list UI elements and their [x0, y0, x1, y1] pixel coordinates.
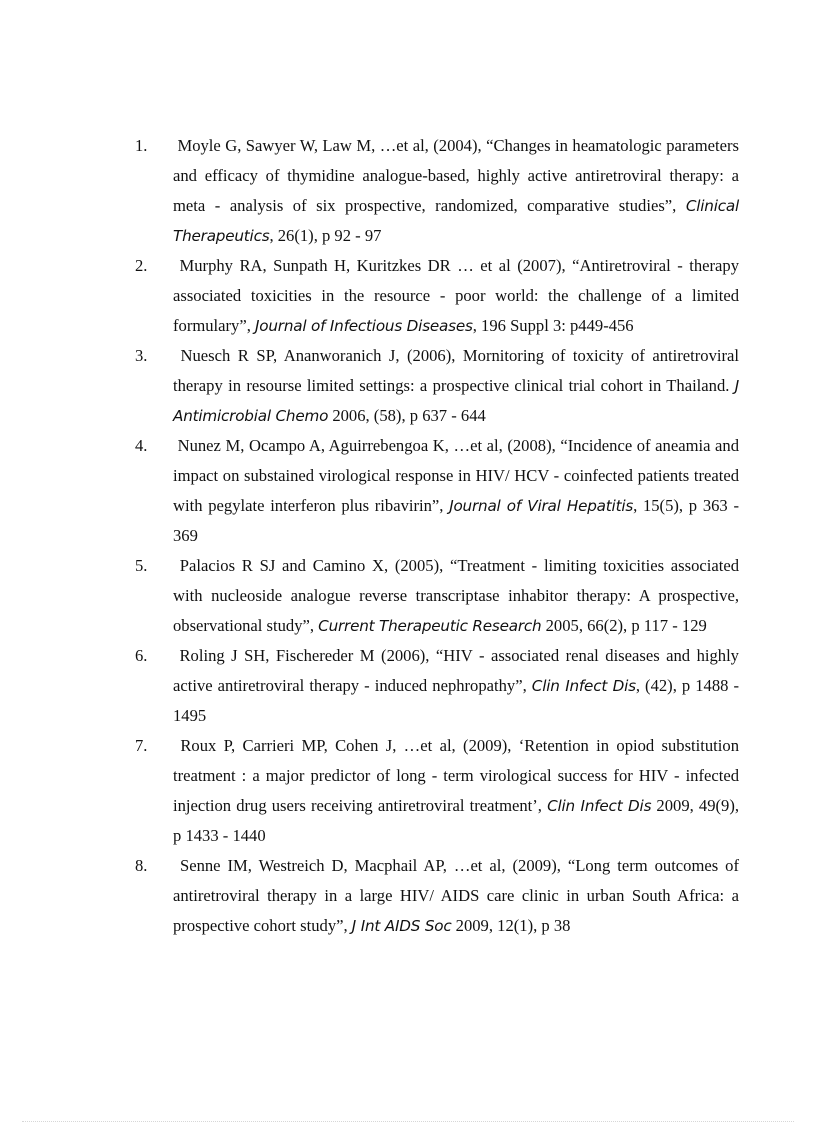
reference-list — [133, 131, 739, 941]
reference-citation: 2005, 66(2), p 117 - 129 — [541, 616, 707, 635]
reference-item — [133, 551, 739, 641]
journal-title: Journal of Infectious Diseases — [255, 317, 473, 335]
reference-item — [133, 851, 739, 941]
journal-title: Clin Infect Dis — [531, 677, 636, 695]
reference-number: 4. — [135, 436, 148, 455]
journal-title: J Antimicrobial Chemo — [173, 377, 739, 425]
reference-citation: , 15(5), p 363 - 369 — [173, 496, 740, 545]
reference-text — [173, 556, 739, 635]
reference-body: Moyle G, Sawyer W, Law M, …et al, (2004), “Changes in heamatologic parameters and efficacy of thymidine analogue-based, highly active antiretroviral therapy: a meta - analysis of six prospective, randomized, comparative studies”, — [173, 136, 740, 215]
page-bottom-divider — [22, 1121, 794, 1122]
reference-citation: 2006, (58), p 637 - 644 — [328, 406, 486, 425]
reference-item — [133, 251, 739, 341]
reference-item — [133, 431, 739, 551]
reference-number: 3. — [135, 346, 148, 365]
reference-text — [173, 136, 739, 245]
reference-number: 5. — [135, 556, 148, 575]
journal-title: Current Therapeutic Research — [318, 617, 542, 635]
reference-body: Palacios R SJ and Camino X, (2005), “Treatment - limiting toxicities associated with nucleoside analogue reverse transcriptase inhabitor therapy: A prospective, observational study”, — [173, 556, 739, 635]
reference-number: 6. — [135, 646, 148, 665]
reference-citation: , 26(1), p 92 - 97 — [269, 226, 382, 245]
reference-citation: , 196 Suppl 3: p449-456 — [472, 316, 634, 335]
reference-text — [173, 256, 739, 335]
reference-body: Senne IM, Westreich D, Macphail AP, …et al, (2009), “Long term outcomes of antiretroviral therapy in a large HIV/ AIDS care clinic in urban South Africa: a prospective cohort study”, — [173, 856, 739, 935]
reference-citation: 2009, 12(1), p 38 — [451, 916, 571, 935]
reference-item — [133, 641, 739, 731]
reference-body: Roux P, Carrieri MP, Cohen J, …et al, (2009), ‘Retention in opiod substitution treatment : a major predictor of long - term virological success for HIV - infected injection drug users receiving antiretroviral treatment’, — [173, 736, 739, 815]
reference-number: 1. — [135, 136, 148, 155]
reference-text — [173, 856, 739, 935]
journal-title: Clinical Therapeutics — [173, 197, 739, 245]
reference-text — [173, 346, 739, 425]
reference-text — [173, 646, 739, 725]
reference-number: 2. — [135, 256, 148, 275]
reference-body: Roling J SH, Fischereder M (2006), “HIV - associated renal diseases and highly active antiretroviral therapy - induced nephropathy”, — [173, 646, 739, 695]
reference-body: Murphy RA, Sunpath H, Kuritzkes DR … et al (2007), “Antiretroviral - therapy associated toxicities in the resource - poor world: the challenge of a limited formulary”, — [173, 256, 739, 335]
reference-body: Nunez M, Ocampo A, Aguirrebengoa K, …et al, (2008), “Incidence of aneamia and impact on substained virological response in HIV/ HCV - coinfected patients treated with pegylate interferon plus ribavirin”, — [173, 436, 739, 515]
reference-number: 7. — [135, 736, 148, 755]
reference-citation: , (42), p 1488 - 1495 — [173, 676, 740, 725]
journal-title: Clin Infect Dis — [547, 797, 652, 815]
reference-item — [133, 731, 739, 851]
journal-title: J Int AIDS Soc — [351, 917, 452, 935]
reference-body: Nuesch R SP, Ananworanich J, (2006), Mornitoring of toxicity of antiretroviral therapy in resourse limited settings: a prospective clinical trial cohort in Thailand. — [173, 346, 739, 395]
reference-item — [133, 341, 739, 431]
reference-item — [133, 131, 739, 251]
reference-citation: 2009, 49(9), p 1433 - 1440 — [173, 796, 739, 845]
reference-text — [173, 436, 739, 545]
journal-title: Journal of Viral Hepatitis — [449, 497, 634, 515]
reference-text — [173, 736, 739, 845]
reference-number: 8. — [135, 856, 148, 875]
